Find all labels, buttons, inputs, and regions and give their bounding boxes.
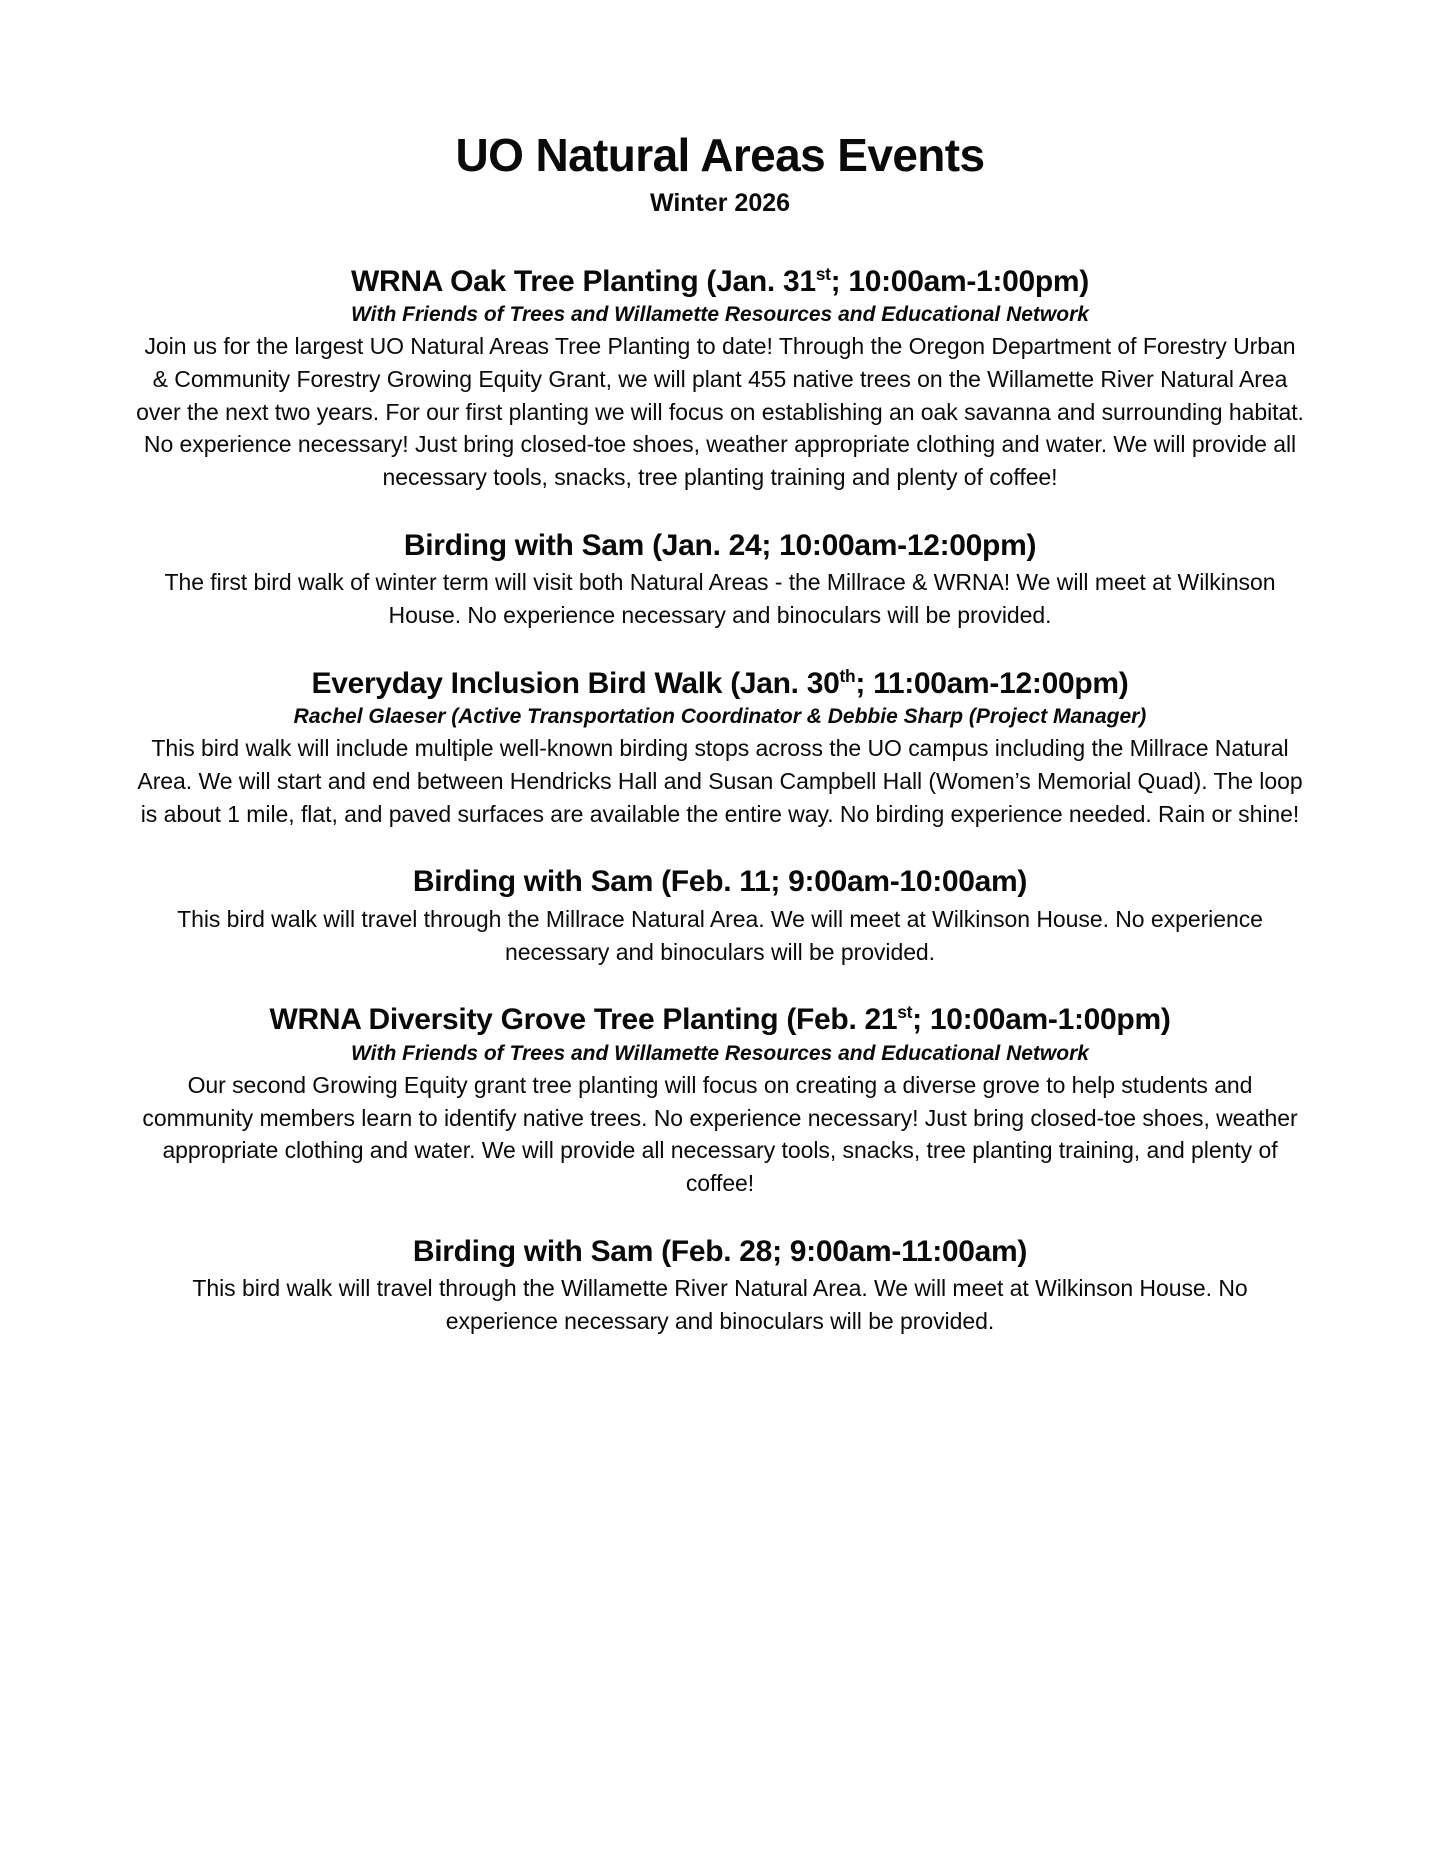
event-heading-text: Birding with Sam (Feb. 28; 9:00am-11:00am) xyxy=(412,1234,1028,1268)
event-entry xyxy=(135,1234,1305,1338)
event-presenter: With Friends of Trees and Willamette Resources and Educational Network xyxy=(351,1041,1089,1065)
event-heading-ordinal-suffix: st xyxy=(815,263,831,284)
event-heading xyxy=(135,528,1305,565)
event-description: This bird walk will travel through the Willamette River Natural Area. We will meet at Wilkinson House. No experience necessary and binoculars will be provided. xyxy=(192,1275,1248,1334)
event-heading-time: ; 10:00am-1:00pm) xyxy=(830,264,1089,298)
event-heading xyxy=(135,666,1305,703)
page-subtitle: Winter 2026 xyxy=(649,188,791,217)
event-heading-text: Birding with Sam (Jan. 24; 10:00am-12:00pm) xyxy=(403,528,1037,562)
event-entry xyxy=(135,1002,1305,1199)
event-presenter: With Friends of Trees and Willamette Resources and Educational Network xyxy=(351,303,1089,327)
event-heading-text: Birding with Sam (Feb. 11; 9:00am-10:00am) xyxy=(412,865,1028,899)
event-description: This bird walk will include multiple well-known birding stops across the UO campus including the Millrace Natural Area. We will start and end between Hendricks Hall and Susan Campbell Hall (Women’s Memorial Quad). The loop is about 1 mile, flat, and paved surfaces are available the entire way. No birding experience needed. Rain or shine! xyxy=(137,735,1303,827)
event-description: Join us for the largest UO Natural Areas Tree Planting to date! Through the Oregon Department of Forestry Urban & Community Forestry Growing Equity Grant, we will plant 455 native trees on the Willamette River Natural Area over the next two years. For our first planting we will focus on establishing an oak savanna and surrounding habitat. No experience necessary! Just bring closed-toe shoes, weather appropriate clothing and water. We will provide all necessary tools, snacks, tree planting training and plenty of coffee! xyxy=(136,333,1304,490)
event-description: The first bird walk of winter term will visit both Natural Areas - the Millrace & WRNA! We will meet at Wilkinson House. No experience necessary and binoculars will be provided. xyxy=(164,569,1276,628)
event-heading-text: WRNA Diversity Grove Tree Planting (Feb. 21 xyxy=(269,1003,898,1037)
event-entry xyxy=(135,264,1305,494)
event-presenter: Rachel Glaeser (Active Transportation Coordinator & Debbie Sharp (Project Manager) xyxy=(293,705,1147,729)
event-heading-ordinal-suffix: th xyxy=(839,665,856,686)
event-heading-time: ; 10:00am-1:00pm) xyxy=(912,1003,1171,1037)
page-title: UO Natural Areas Events xyxy=(455,129,985,181)
event-heading-time: ; 11:00am-12:00pm) xyxy=(855,666,1129,700)
event-entry xyxy=(135,528,1305,632)
event-heading xyxy=(135,1002,1305,1039)
event-description: Our second Growing Equity grant tree planting will focus on creating a diverse grove to help students and community members learn to identify native trees. No experience necessary! Just bring closed-toe shoes, weather appropriate clothing and water. We will provide all necessary tools, snacks, tree planting training, and plenty of coffee! xyxy=(142,1072,1298,1197)
event-heading-text: Everyday Inclusion Bird Walk (Jan. 30 xyxy=(311,666,840,700)
event-heading-ordinal-suffix: st xyxy=(897,1002,913,1023)
event-heading xyxy=(135,264,1305,301)
event-heading-text: WRNA Oak Tree Planting (Jan. 31 xyxy=(351,264,816,298)
event-heading xyxy=(135,864,1305,901)
event-entry xyxy=(135,666,1305,831)
event-heading xyxy=(135,1234,1305,1271)
event-entry xyxy=(135,864,1305,968)
event-description: This bird walk will travel through the Millrace Natural Area. We will meet at Wilkinson House. No experience necessary and binoculars will be provided. xyxy=(177,905,1263,965)
